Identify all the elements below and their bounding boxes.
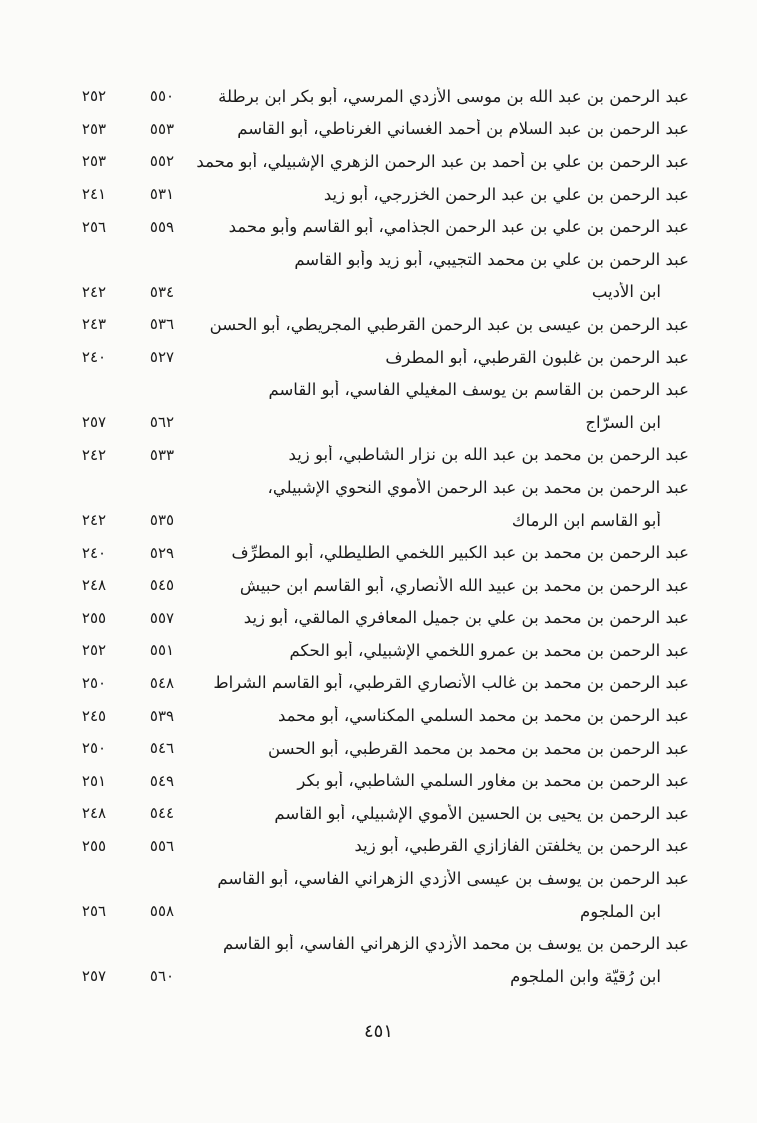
entry-number: ٥٤٨ [149,673,175,692]
entry-page: ٢٥٠ [81,673,107,692]
entry-page: ٢٤٥ [81,706,107,725]
index-entry [60,373,689,406]
index-entry [60,536,689,569]
index-entry [60,569,689,602]
entry-number: ٥٥٣ [149,119,175,138]
index-entry [60,80,689,113]
index-entry [60,276,689,309]
entry-name: عبد الرحمن بن علي بن عبد الرحمن الجذامي، أبو القاسم وأبو محمد [228,217,689,237]
entry-number: ٥٥٢ [149,152,175,171]
entry-name: عبد الرحمن بن محمد بن عبد الله بن نزار الشاطبي، أبو زيد [288,445,689,465]
index-entry [60,308,689,341]
index-entry [60,797,689,830]
entry-number: ٥٥٠ [149,87,175,106]
entry-number: ٥٣١ [149,185,175,204]
entry-page: ٢٤٨ [81,804,107,823]
entry-name: عبد الرحمن بن يحيى بن الحسين الأموي الإشبيلي، أبو القاسم [274,803,689,823]
entry-name: عبد الرحمن بن محمد بن محمد السلمي المكناسي، أبو محمد [277,706,689,726]
entry-number: ٥٥١ [149,641,175,660]
page-number: ٤٥١ [363,1021,393,1042]
entry-number: ٥٤٥ [149,576,175,595]
index-entry [60,145,689,178]
index-entry [60,764,689,797]
entry-number: ٥٣٩ [149,706,175,725]
entry-name: عبد الرحمن بن محمد بن عبيد الله الأنصاري، أبو القاسم ابن حبيش [239,575,689,595]
entry-page: ٢٤٠ [81,543,107,562]
entry-page: ٢٥٥ [81,836,107,855]
entry-number: ٥٣٦ [149,315,175,334]
index-entry [60,862,689,895]
index-entry [60,243,689,276]
entry-name: عبد الرحمن بن محمد بن مغاور السلمي الشاطبي، أبو بكر [297,771,689,791]
entry-name: عبد الرحمن بن محمد بن عمرو اللخمي الإشبيلي، أبو الحكم [289,640,689,660]
entry-page: ٢٤٢ [81,511,107,530]
entry-number: ٥٥٩ [149,217,175,236]
entry-name: عبد الرحمن بن محمد بن غالب الأنصاري القرطبي، أبو القاسم الشراط [213,673,689,693]
entry-name: عبد الرحمن بن يوسف بن محمد الأزدي الزهراني الفاسي، أبو القاسم [222,934,689,954]
index-entry [60,927,689,960]
entry-page: ٢٥٥ [81,608,107,627]
index-entry [60,341,689,374]
entry-page: ٢٥٦ [81,902,107,921]
entry-page: ٢٥٣ [81,152,107,171]
entry-page: ٢٥٢ [81,87,107,106]
entry-number: ٥٢٧ [149,348,175,367]
index-entry [60,634,689,667]
entry-name: عبد الرحمن بن علي بن أحمد بن عبد الرحمن الزهري الإشبيلي، أبو محمد [196,151,689,171]
entry-page: ٢٤٠ [81,348,107,367]
entry-number: ٥٥٨ [149,902,175,921]
entry-page: ٢٥٧ [81,413,107,432]
entry-name: أبو القاسم ابن الرماك [511,510,661,530]
entry-name: عبد الرحمن بن محمد بن عبد الكبير اللخمي الطليطلي، أبو المطرِّف [231,543,689,563]
index-entry [60,732,689,765]
index-entry [60,406,689,439]
index-entry [60,960,689,993]
entry-page: ٢٥٣ [81,119,107,138]
entry-name: عبد الرحمن بن غلبون القرطبي، أبو المطرف [385,347,689,367]
entry-name: عبد الرحمن بن القاسم بن يوسف المغيلي الفاسي، أبو القاسم [268,380,689,400]
entry-number: ٥٣٥ [149,511,175,530]
index-entry [60,699,689,732]
entry-name: ابن الملجوم [580,901,661,921]
entry-name: ابن السرّاج [585,412,661,432]
entry-number: ٥٦٢ [149,413,175,432]
entry-number: ٥٤٦ [149,739,175,758]
entry-page: ٢٤١ [81,185,107,204]
entry-name: عبد الرحمن بن علي بن عبد الرحمن الخزرجي، أبو زيد [323,184,689,204]
index-entry [60,602,689,635]
entry-number: ٥٤٤ [149,804,175,823]
entry-number: ٥٥٦ [149,836,175,855]
entry-name: عبد الرحمن بن محمد بن علي بن جميل المعافري المالقي، أبو زيد [243,608,689,628]
entry-name: عبد الرحمن بن عبد السلام بن أحمد الغساني الغرناطي، أبو القاسم [237,119,689,139]
entry-number: ٥٢٩ [149,543,175,562]
entry-name: عبد الرحمن بن محمد بن محمد بن محمد القرطبي، أبو الحسن [268,738,689,758]
index-entry [60,113,689,146]
entry-page: ٢٥٠ [81,739,107,758]
entry-name: ابن رُقيّة وابن الملجوم [510,966,661,986]
index-entry [60,895,689,928]
entry-page: ٢٤٢ [81,282,107,301]
entry-name: ابن الأديب [591,282,661,302]
entry-page: ٢٥١ [81,771,107,790]
entry-number: ٥٣٣ [149,445,175,464]
entry-name: عبد الرحمن بن عيسى بن عبد الرحمن القرطبي المجريطي، أبو الحسن [209,314,689,334]
entry-number: ٥٤٩ [149,771,175,790]
entry-name: عبد الرحمن بن يخلفتن الفازازي القرطبي، أبو زيد [354,836,689,856]
entry-number: ٥٣٤ [149,282,175,301]
entry-page: ٢٥٢ [81,641,107,660]
entry-page: ٢٤٨ [81,576,107,595]
index-entry [60,504,689,537]
entry-name: عبد الرحمن بن علي بن محمد التجيبي، أبو زيد وأبو القاسم [294,249,689,269]
index-entry [60,830,689,863]
entry-page: ٢٤٢ [81,445,107,464]
entry-page: ٢٤٣ [81,315,107,334]
entry-page: ٢٥٦ [81,217,107,236]
index-entry [60,178,689,211]
index-list [60,80,689,993]
entry-name: عبد الرحمن بن عبد الله بن موسى الأزدي المرسي، أبو بكر ابن برطلة [218,86,689,106]
entry-number: ٥٦٠ [149,967,175,986]
entry-number: ٥٥٧ [149,608,175,627]
entry-page: ٢٥٧ [81,967,107,986]
index-entry [60,471,689,504]
index-entry [60,439,689,472]
index-entry [60,210,689,243]
entry-name: عبد الرحمن بن محمد بن عبد الرحمن الأموي النحوي الإشبيلي، [267,477,689,497]
index-entry [60,667,689,700]
entry-name: عبد الرحمن بن يوسف بن عيسى الأزدي الزهراني الفاسي، أبو القاسم [217,869,689,889]
